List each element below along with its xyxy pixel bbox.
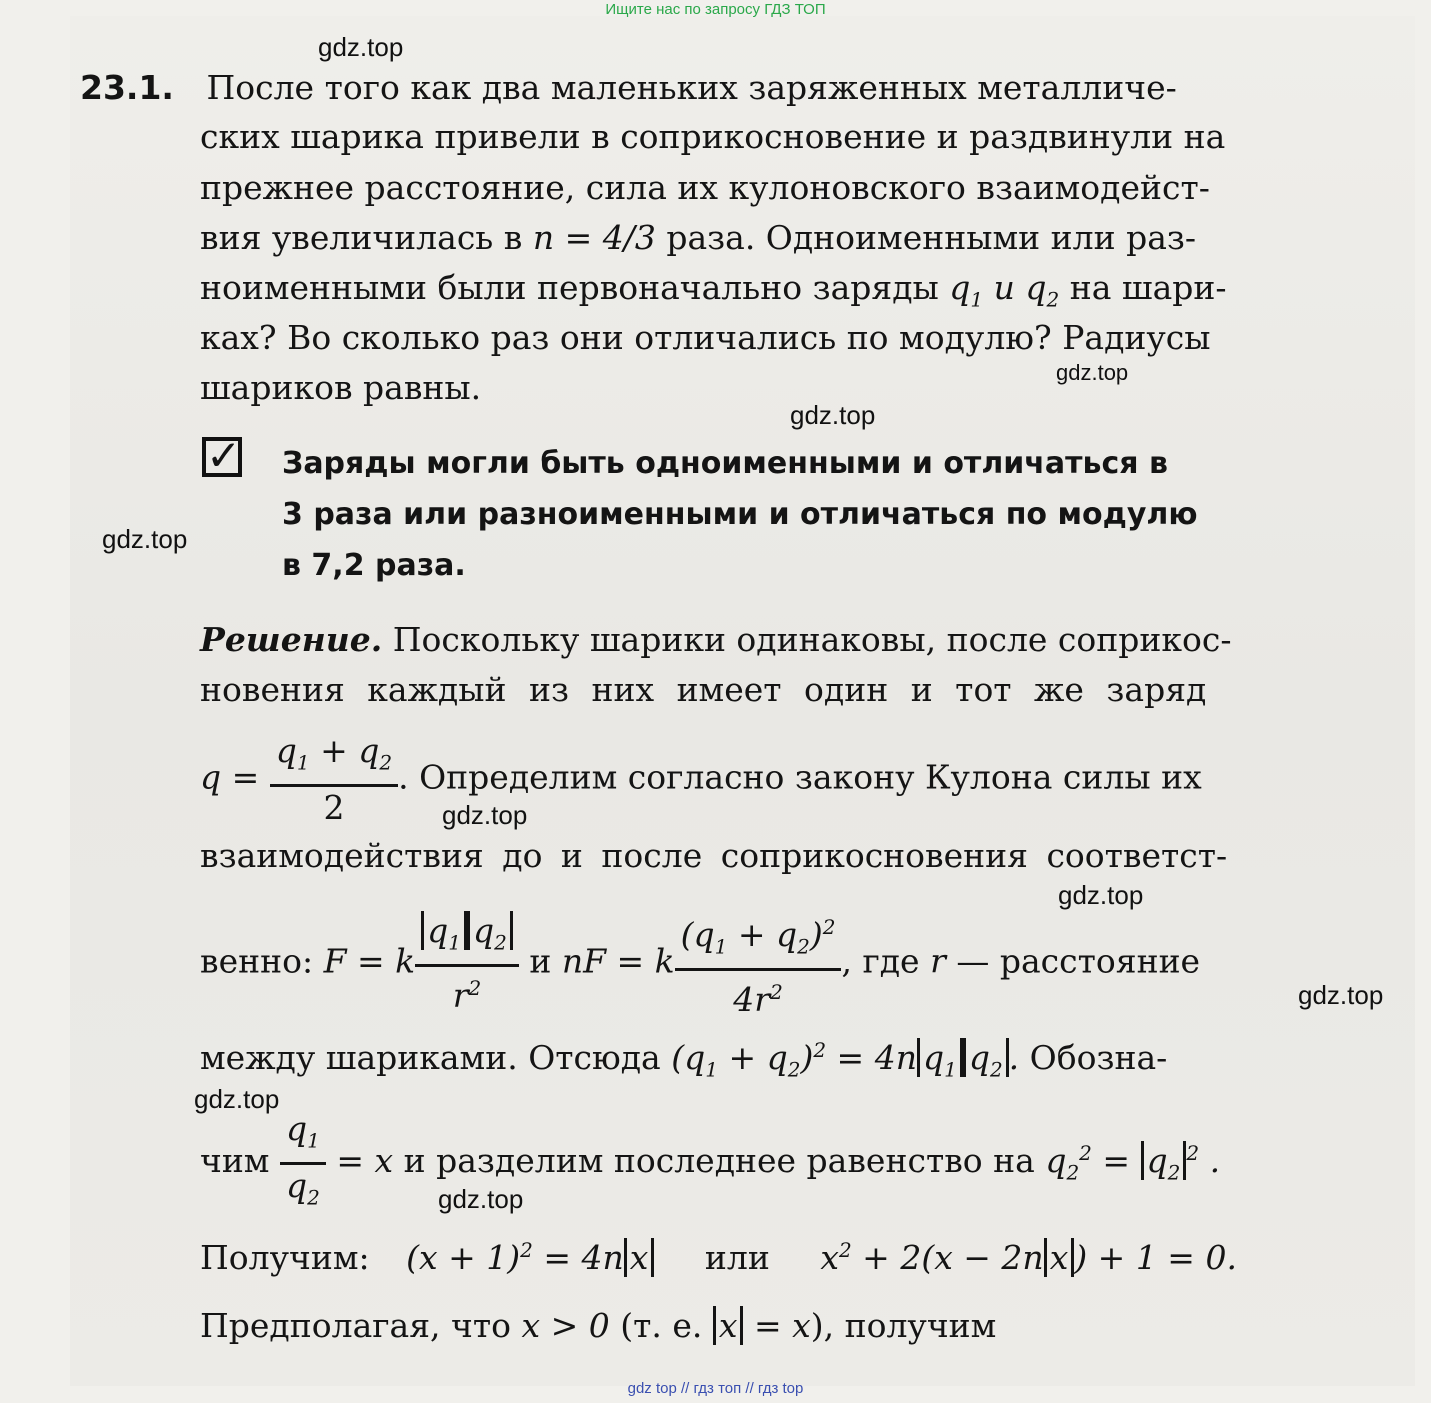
problem-line-2: ских шарика привели в соприкосновение и раздвинули на: [200, 117, 1226, 156]
solution-line-7: чим $\frac{q_1}{q_2}$ = x и разделим последнее равенство на $q_2^2 = q_2^2$ .: [200, 1108, 1220, 1218]
watermark: gdz.top: [102, 524, 188, 554]
solution-line-2: новения каждый из них имеет один и тот же заряд: [200, 670, 1207, 709]
problem-line-1: 23.1. После того как два маленьких заряженных металличе-: [80, 68, 1177, 107]
n-value: n = 4/3: [532, 218, 656, 257]
answer-line-3: в 7,2 раза.: [282, 548, 466, 583]
watermark: gdz.top: [790, 400, 876, 430]
solution-line-3: q = $\frac{q_1 + q_2}{2}$ . Определим согласно закону Кулона силы их: [200, 731, 1202, 827]
problem-line-7: шариков равны.: [200, 368, 482, 407]
watermark: gdz.top: [1298, 980, 1384, 1010]
fraction-coulomb-after: $\frac{(q_1 + q_2)^2}{4r^2}$: [675, 906, 842, 1021]
answer-line-2: 3 раза или разноименными и отличаться по модулю: [282, 497, 1198, 532]
solution-line-4: взаимодействия до и после соприкосновения соответст-: [200, 836, 1228, 875]
checkmark-icon: ✓: [202, 437, 242, 477]
fraction-q: $\frac{q_1 + q_2}{2}$: [270, 730, 398, 829]
bottom-banner[interactable]: gdz top // гдз топ // гдз top: [627, 1380, 804, 1397]
problem-line-4: вия увеличилась в n = 4/3 раза. Одноименными или раз-: [200, 218, 1197, 257]
watermark: gdz.top: [194, 1084, 280, 1114]
problem-number: 23.1.: [80, 68, 174, 107]
problem-line-3: прежнее расстояние, сила их кулоновского взаимодейст-: [200, 168, 1210, 207]
top-banner[interactable]: Ищите нас по запросу ГДЗ ТОП: [605, 1, 826, 18]
watermark: gdz.top: [318, 32, 404, 62]
watermark: gdz.top: [1058, 880, 1144, 910]
solution-line-1: Решение. Поскольку шарики одинаковы, после соприкос-: [200, 620, 1232, 659]
watermark: gdz.top: [438, 1184, 524, 1214]
fraction-coulomb-before: $\frac{q_1 q_2}{r^2}$: [415, 910, 519, 1017]
problem-line-6: ках? Во сколько раз они отличались по модулю? Радиусы: [200, 318, 1211, 357]
solution-line-9: Предполагая, что x > 0 (т. е. x = x), получим: [200, 1306, 997, 1345]
solution-line-8: Получим: $(x + 1)^2 = 4n$ x или $x^2 + 2(x - 2n$ x ) + 1 = 0.: [200, 1238, 1237, 1277]
solution-line-5: венно: F = k $\frac{q_1 q_2}{r^2}$ и nF = k $\frac{(q_1 + q_2)^2}{4r^2}$ , где r — расстояние: [200, 906, 1200, 1021]
watermark: gdz.top: [442, 800, 528, 830]
solution-label: Решение.: [200, 620, 383, 659]
problem-line-5: ноименными были первоначально заряды $q_1$ и $q_2$ на шари-: [200, 268, 1227, 312]
watermark: gdz.top: [1056, 360, 1129, 385]
fraction-x: $\frac{q_1}{q_2}$: [280, 1108, 326, 1218]
solution-line-6: между шариками. Отсюда $(q_1 + q_2)^2 = 4n$ $q_1$ $q_2$ . Обозна-: [200, 1038, 1168, 1082]
answer-line-1: Заряды могли быть одноименными и отличаться в: [282, 446, 1168, 481]
